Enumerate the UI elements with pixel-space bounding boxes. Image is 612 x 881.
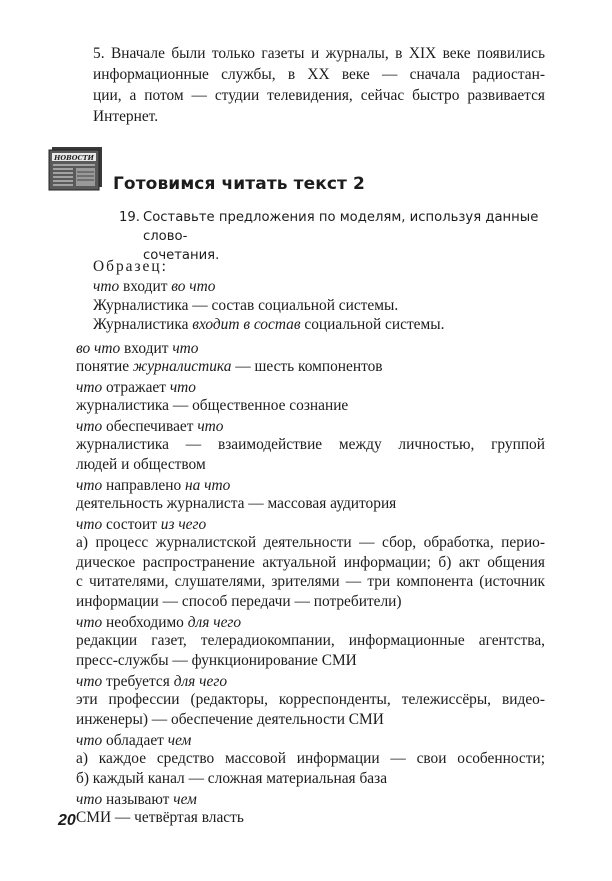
model-verb: требуется <box>102 673 174 690</box>
item-paragraph <box>76 435 545 474</box>
model-verb: направлено <box>102 477 185 494</box>
page-number: 20 <box>58 812 76 829</box>
item-text: СМИ — четвёртая власть <box>76 809 244 826</box>
model-word: что <box>169 379 196 396</box>
model-word: что <box>76 418 103 435</box>
intro-line: 5. Вначале были только газеты и журналы, в XIX веке появились <box>93 45 545 62</box>
model-verb: отражает <box>102 379 170 396</box>
model-verb: обладает <box>102 732 168 749</box>
newspaper-icon-label: НОВОСТИ <box>54 153 94 162</box>
sample-heading: Образец: <box>93 258 168 275</box>
item-model <box>76 339 198 358</box>
model-word: на что <box>185 477 231 494</box>
item-line: б) каждый канал — сложная материальная база <box>76 769 388 787</box>
item-line: а) процесс журналистской деятельности — сбор, обработка, перио- <box>76 534 545 551</box>
intro-paragraph <box>93 43 545 127</box>
sample-text-italic: входит в состав <box>192 316 301 333</box>
item-line: людей и обществом <box>76 455 206 473</box>
item-paragraph <box>76 690 545 729</box>
item-model <box>76 417 224 436</box>
model-word: что <box>197 418 224 435</box>
model-word: что <box>172 340 199 357</box>
item-line: эти профессии (редакторы, корреспонденты, тележиссёры, видео- <box>76 691 545 708</box>
model-word: что <box>76 516 103 533</box>
model-word: что <box>76 732 103 749</box>
task-text <box>143 208 549 265</box>
item-text-part: понятие <box>76 358 133 375</box>
intro-line: ции, а потом — студии телевидения, сейчас быстро развивается <box>93 87 545 104</box>
intro-line: информационные службы, в XX веке — сначала радиостан- <box>93 66 545 83</box>
model-word: во что <box>76 340 121 357</box>
model-word: чем <box>173 791 197 808</box>
model-word: что <box>76 673 103 690</box>
model-verb: обеспечивает <box>102 418 198 435</box>
model-verb: входит <box>120 340 173 357</box>
model-word: что <box>76 379 103 396</box>
task-19 <box>119 208 549 265</box>
item-line: редакции газет, телерадиокомпании, информационные агентства, <box>76 632 545 649</box>
item-text-part: — шесть компонентов <box>231 358 383 375</box>
item-line: информации — способ передачи — потребители) <box>76 592 402 610</box>
model-word: что <box>76 477 103 494</box>
item-model <box>76 476 230 495</box>
task-number: 19. <box>119 210 140 225</box>
model-verb: состоит <box>102 516 161 533</box>
model-verb: необходимо <box>102 614 188 631</box>
model-word: во что <box>171 278 216 295</box>
item-model <box>76 731 191 750</box>
newspaper-icon <box>46 145 104 191</box>
item-line: дическое распространение актуальной информации; б) акт общения <box>76 553 545 571</box>
item-model <box>76 672 227 691</box>
model-word: для чего <box>187 614 242 631</box>
item-line: пресс-службы — функционирование СМИ <box>76 651 357 669</box>
item-text <box>76 357 383 376</box>
item-model <box>76 378 196 397</box>
item-model <box>76 613 241 632</box>
item-line: с читателями, слушателями, зрителями — три компонента (источник <box>76 573 545 590</box>
item-line: инженеры) — обеспечение деятельности СМИ <box>76 710 384 728</box>
item-model <box>76 515 206 534</box>
section-title: Готовимся читать текст 2 <box>113 174 365 194</box>
task-line: сочетания. <box>143 248 220 263</box>
model-verb: входит <box>119 278 172 295</box>
sample-text: Журналистика <box>93 316 193 333</box>
item-model <box>76 790 197 809</box>
model-word: что <box>93 278 120 295</box>
item-paragraph <box>76 631 545 670</box>
model-word: для чего <box>173 673 228 690</box>
item-paragraph <box>76 749 545 788</box>
sample-text: социальной системы. <box>300 316 445 333</box>
item-line: журналистика — взаимодействие между личностью, группой <box>76 436 545 453</box>
sample-line-1: Журналистика — состав социальной системы. <box>93 297 399 314</box>
model-verb: называют <box>102 791 174 808</box>
sample-line-2 <box>93 315 444 334</box>
item-paragraph <box>76 533 545 611</box>
model-word: из чего <box>160 516 207 533</box>
model-word: что <box>76 614 103 631</box>
intro-line: Интернет. <box>93 108 159 125</box>
item-text: журналистика — общественное сознание <box>76 397 349 414</box>
sample-model <box>93 277 215 296</box>
model-word: что <box>76 791 103 808</box>
item-text: деятельность журналиста — массовая аудитория <box>76 495 397 512</box>
model-word: чем <box>167 732 192 749</box>
item-line: а) каждое средство массовой информации — свои особенности; <box>76 750 545 767</box>
task-line: Составьте предложения по моделям, используя данные слово- <box>143 210 539 244</box>
item-text-italic: журналистика <box>132 358 232 375</box>
